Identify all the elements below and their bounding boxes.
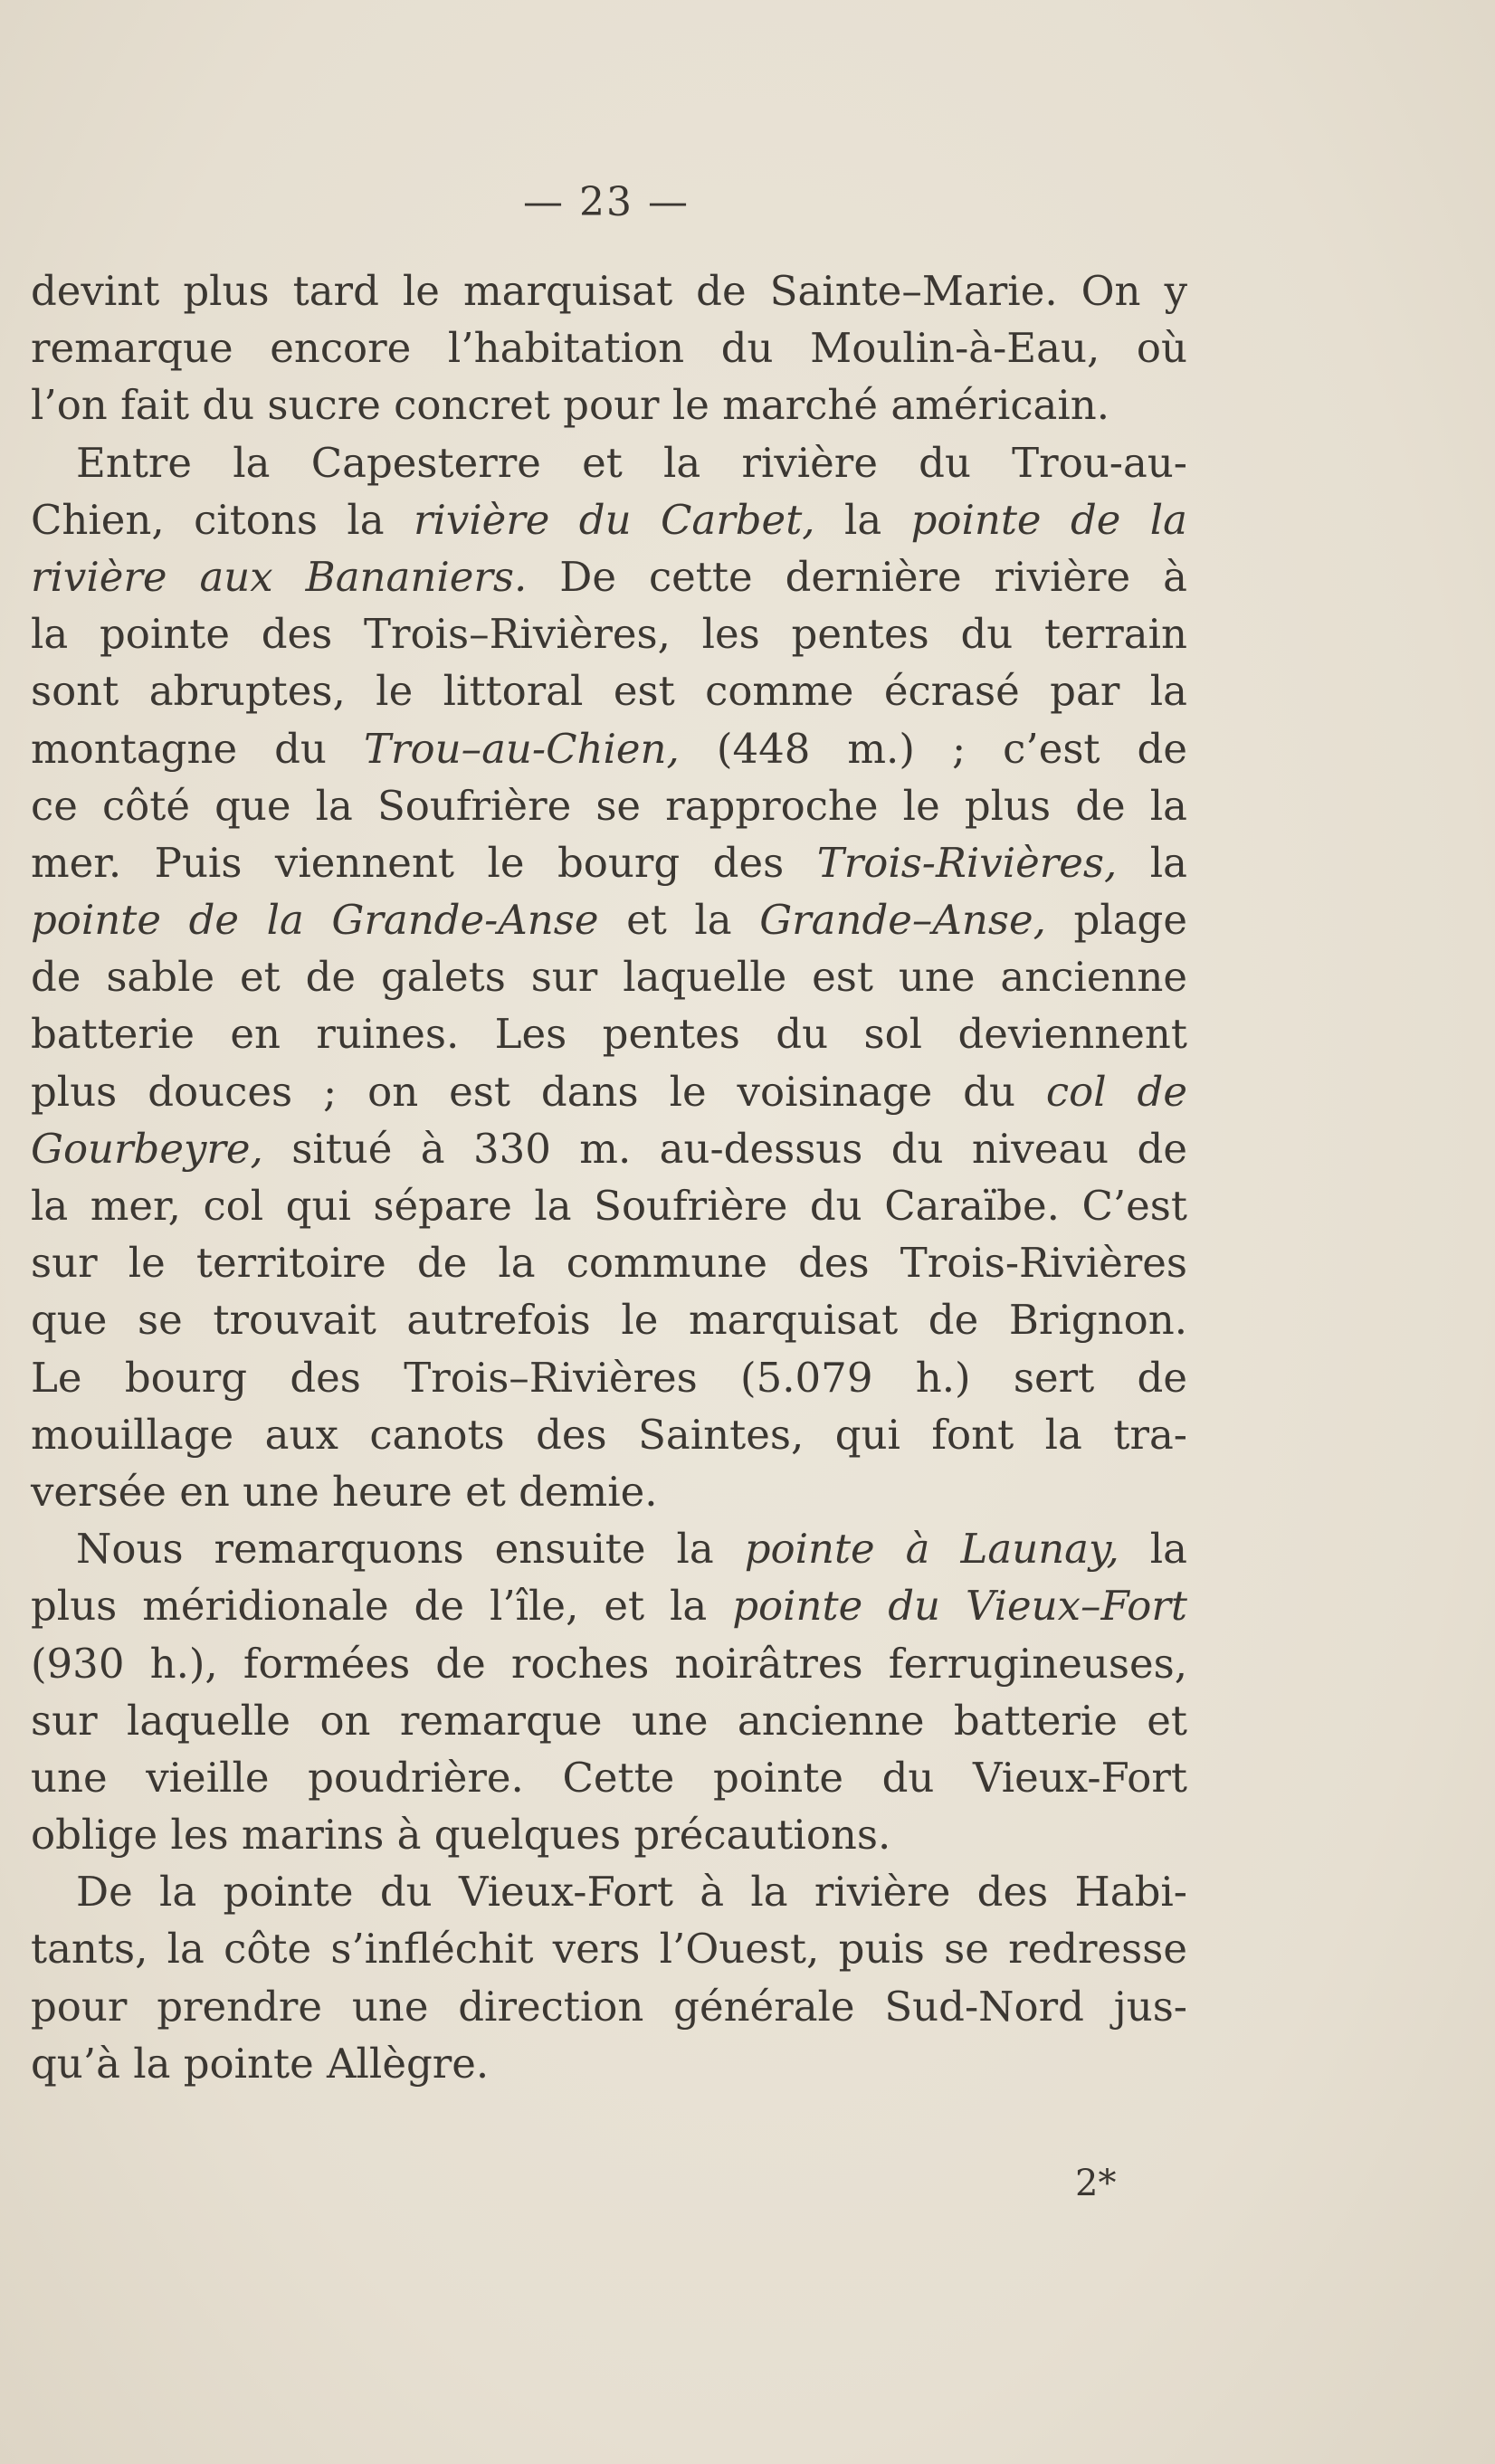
text-segment: la pointe des Trois–Rivières, les pentes du terrain — [31, 610, 1187, 659]
text-line — [31, 2035, 1187, 2092]
italic-text: pointe à Launay, — [744, 1525, 1119, 1574]
text-segment: batterie en ruines. Les pentes du sol deviennent — [31, 1010, 1187, 1059]
italic-text: Trois-Rivières, — [816, 838, 1118, 887]
text-segment: De cette dernière rivière à — [527, 552, 1187, 601]
text-segment: plus douces ; on est dans le voisinage du — [31, 1067, 1046, 1116]
signature-mark: 2* — [1075, 2163, 1117, 2204]
text-line — [31, 548, 1187, 605]
text-segment: mouillage aux canots des Saintes, qui font la tra- — [31, 1410, 1187, 1459]
italic-text: Grande–Anse, — [759, 896, 1046, 945]
text-segment: et la — [598, 896, 760, 945]
text-segment: (448 m.) ; c’est de — [679, 724, 1187, 773]
text-segment: remarque encore l’habitation du Moulin-à-Eau, où — [31, 324, 1187, 373]
text-segment: l’on fait du sucre concret pour le marché américain. — [31, 381, 1110, 430]
text-segment: que se trouvait autrefois le marquisat de Brignon. — [31, 1296, 1187, 1345]
italic-text: pointe du Vieux–Fort — [732, 1582, 1187, 1631]
text-line — [31, 434, 1187, 491]
italic-text: col de — [1045, 1067, 1187, 1116]
text-line — [31, 1635, 1187, 1692]
text-line — [31, 605, 1187, 662]
body-text — [31, 262, 1187, 2092]
text-line — [31, 262, 1187, 319]
text-line — [31, 1177, 1187, 1234]
italic-text: rivière aux Bananiers. — [31, 552, 528, 601]
italic-text: pointe de la — [910, 495, 1187, 544]
text-segment: sur le territoire de la commune des Trois-Rivières — [31, 1239, 1187, 1288]
text-line — [31, 834, 1187, 891]
text-line — [31, 1005, 1187, 1062]
text-line — [31, 1463, 1187, 1520]
italic-text: Gourbeyre, — [31, 1124, 263, 1173]
text-line — [31, 1234, 1187, 1291]
italic-text: Trou–au-Chien, — [363, 724, 680, 773]
text-segment: De la pointe du Vieux-Fort à la rivière des Habi- — [76, 1868, 1187, 1917]
text-line — [31, 491, 1187, 548]
italic-text: pointe de la Grande-Anse — [31, 896, 599, 945]
text-line — [31, 1349, 1187, 1406]
text-segment: mer. Puis viennent le bourg des — [31, 838, 817, 887]
text-segment: qu’à la pointe Allègre. — [31, 2039, 490, 2088]
text-segment: la — [1117, 838, 1187, 887]
text-segment: (930 h.), formées de roches noirâtres ferrugineuses, — [31, 1639, 1187, 1688]
text-segment: plus méridionale de l’île, et la — [31, 1582, 733, 1631]
text-segment: oblige les marins à quelques précautions. — [31, 1811, 891, 1860]
italic-text: rivière du Carbet, — [413, 495, 815, 544]
text-line — [31, 1406, 1187, 1463]
text-segment: tants, la côte s’infléchit vers l’Ouest, puis se redresse — [31, 1925, 1187, 1974]
text-segment: ce côté que la Soufrière se rapproche le plus de la — [31, 781, 1187, 830]
text-line — [31, 319, 1187, 376]
text-segment: Chien, citons la — [31, 495, 414, 544]
text-line — [31, 1291, 1187, 1348]
text-line — [31, 948, 1187, 1005]
text-line — [31, 1692, 1187, 1749]
text-segment: Nous remarquons ensuite la — [76, 1525, 745, 1574]
text-segment: Le bourg des Trois–Rivières (5.079 h.) sert de — [31, 1353, 1187, 1402]
text-segment: la mer, col qui sépare la Soufrière du Caraïbe. C’est — [31, 1182, 1187, 1230]
text-line — [31, 1863, 1187, 1920]
text-line — [31, 891, 1187, 948]
text-segment: une vieille poudrière. Cette pointe du Vieux-Fort — [31, 1753, 1187, 1802]
text-line — [31, 1120, 1187, 1177]
text-segment: la — [1119, 1525, 1187, 1574]
text-segment: pour prendre une direction générale Sud-Nord jus- — [31, 1982, 1187, 2031]
text-segment: montagne du — [31, 724, 364, 773]
text-line — [31, 376, 1187, 433]
text-segment: versée en une heure et demie. — [31, 1467, 658, 1516]
text-line — [31, 777, 1187, 834]
text-segment: sur laquelle on remarque une ancienne batterie et — [31, 1696, 1187, 1745]
text-segment: plage — [1045, 896, 1187, 945]
text-segment: sont abruptes, le littoral est comme écrasé par la — [31, 667, 1187, 716]
page-number: — 23 — — [523, 179, 690, 225]
text-line — [31, 1063, 1187, 1120]
text-segment: situé à 330 m. au-dessus du niveau de — [262, 1124, 1187, 1173]
text-line — [31, 662, 1187, 719]
text-line — [31, 1806, 1187, 1863]
text-line — [31, 720, 1187, 777]
text-segment: de sable et de galets sur laquelle est une ancienne — [31, 953, 1187, 1002]
text-line — [31, 1920, 1187, 1977]
text-line — [31, 1978, 1187, 2035]
text-line — [31, 1577, 1187, 1634]
text-segment: la — [814, 495, 911, 544]
text-line — [31, 1520, 1187, 1577]
text-segment: Entre la Capesterre et la rivière du Trou-au- — [76, 438, 1187, 487]
text-line — [31, 1749, 1187, 1806]
text-segment: devint plus tard le marquisat de Sainte–Marie. On y — [31, 267, 1187, 315]
